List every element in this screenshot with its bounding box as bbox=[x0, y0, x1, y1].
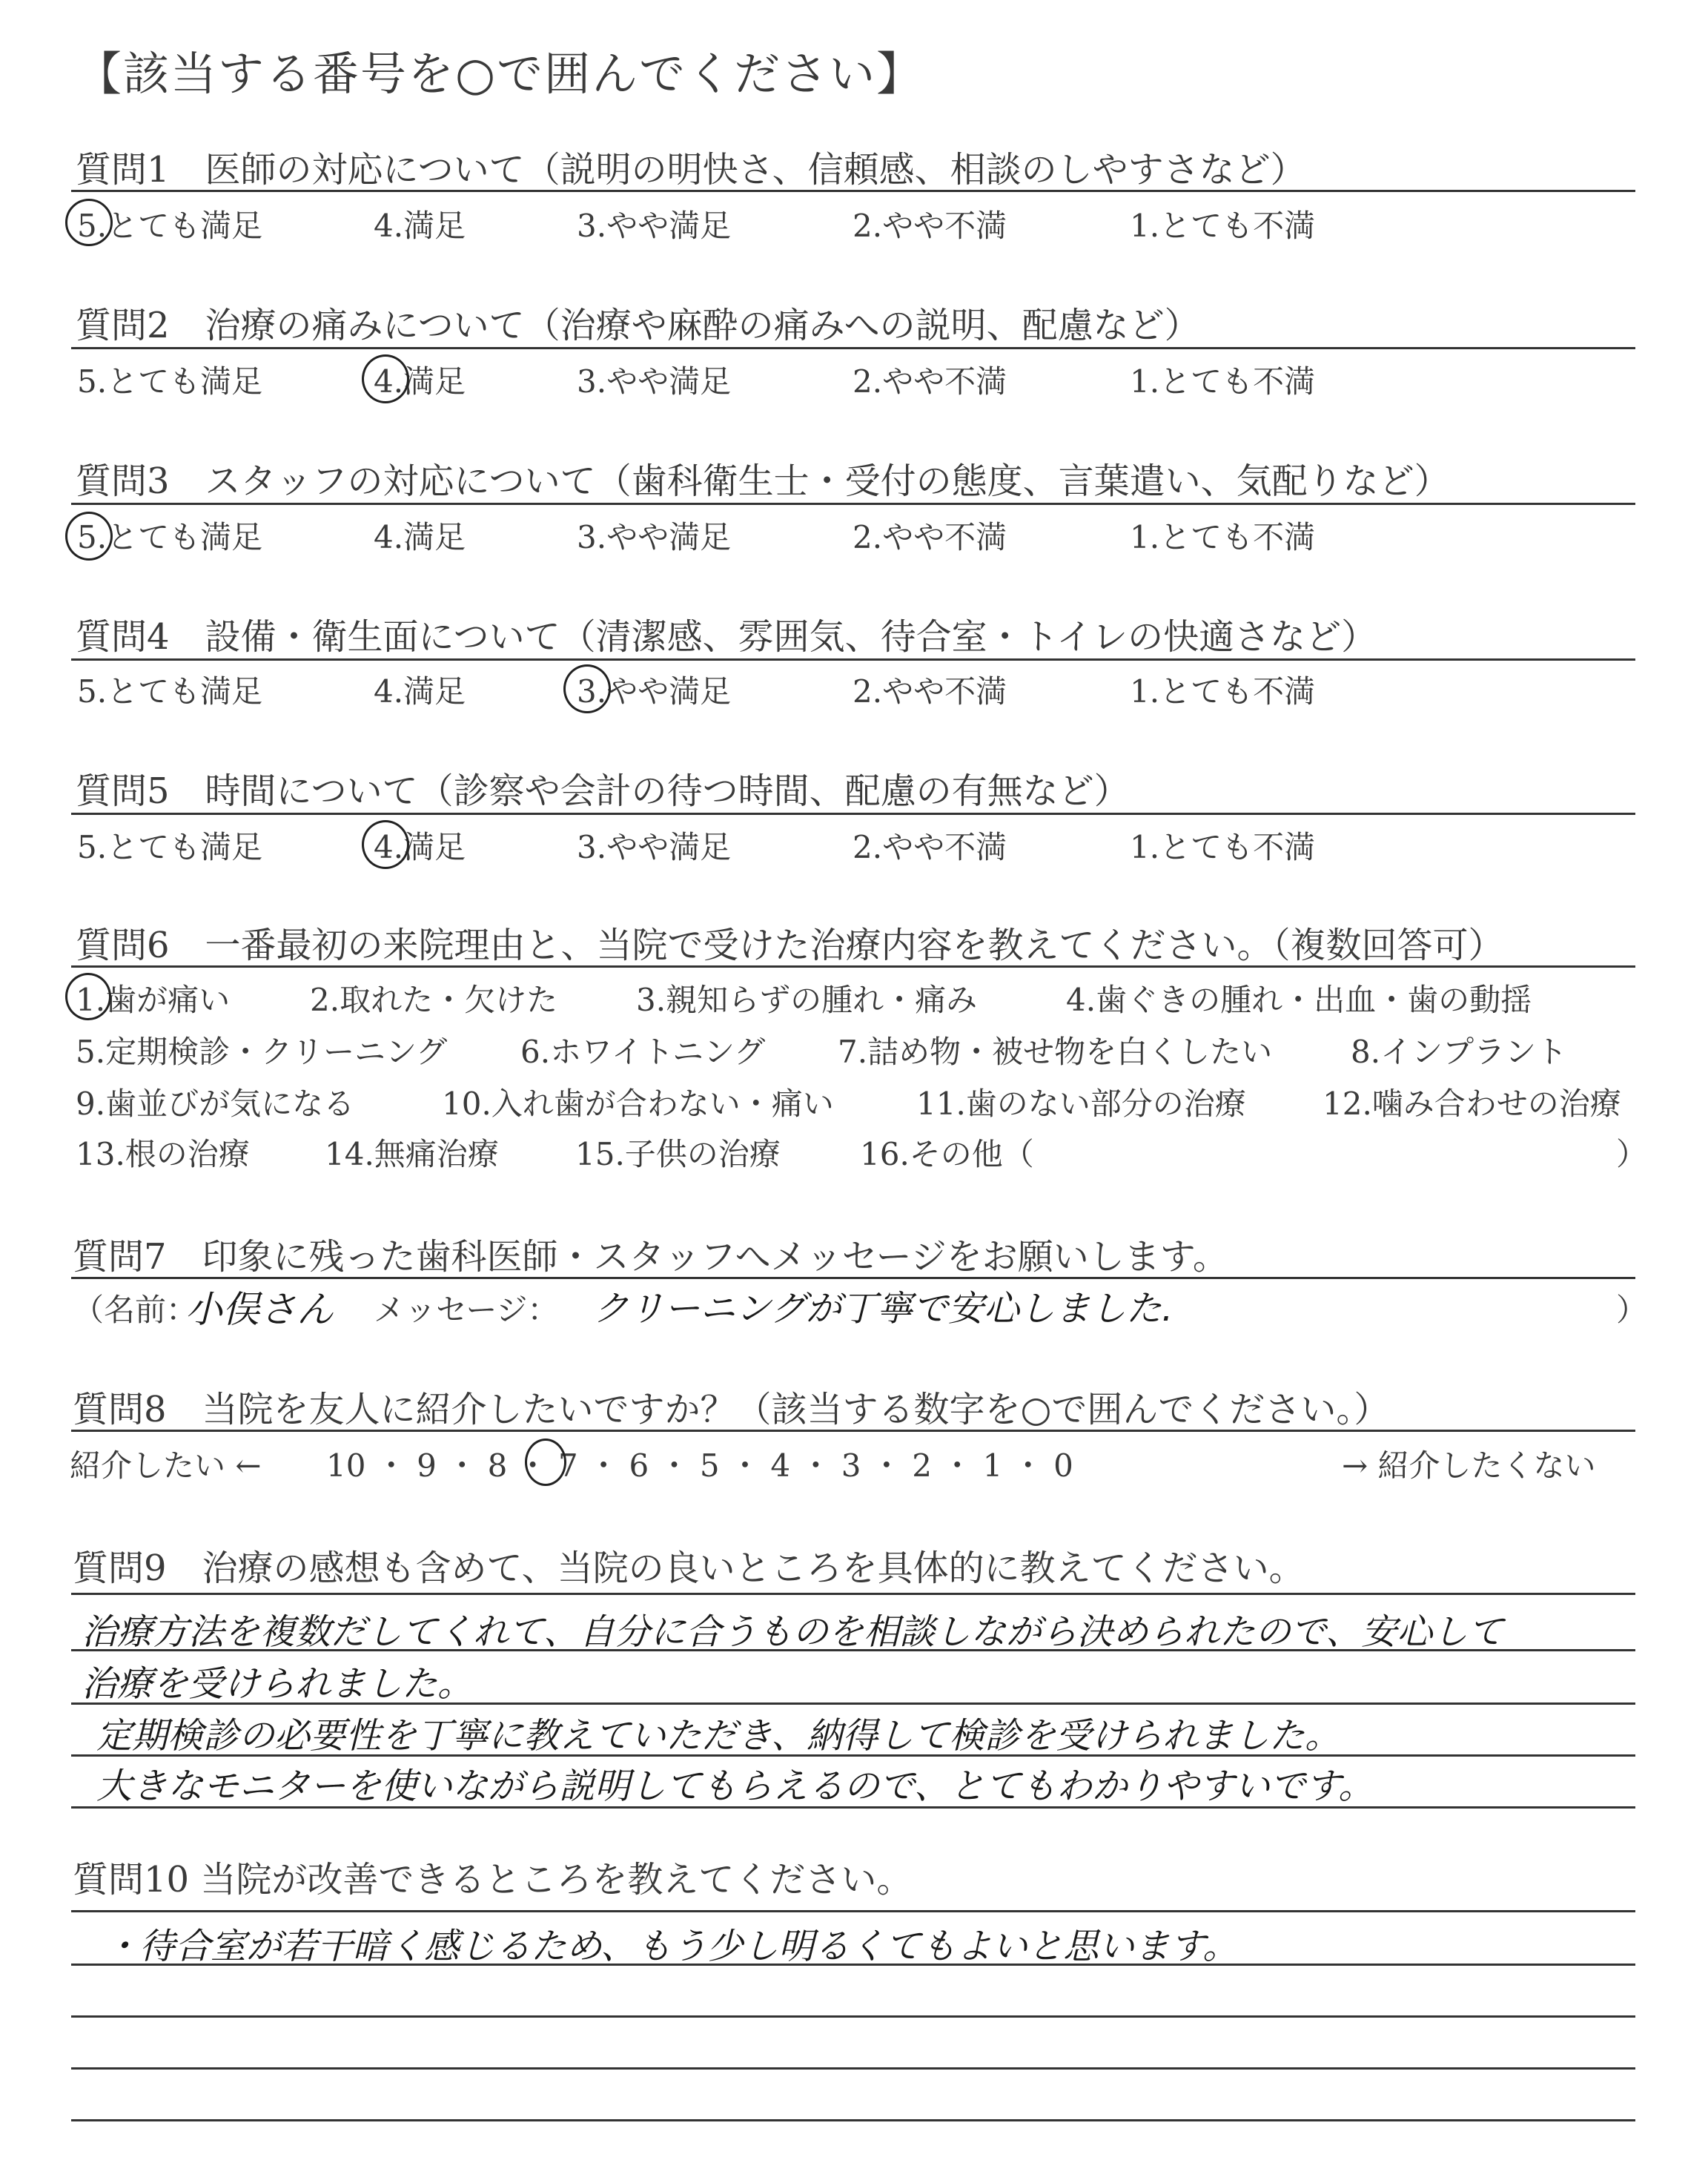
divider bbox=[71, 1277, 1635, 1279]
q1-option-5[interactable]: 5.とても満足 bbox=[77, 208, 263, 244]
scale-6[interactable]: 6 bbox=[629, 1447, 649, 1484]
q1-option-4[interactable]: 4.満足 bbox=[374, 208, 466, 244]
q5-option-3[interactable]: 3.やや満足 bbox=[577, 829, 732, 865]
q3-option-5[interactable]: 5.とても満足 bbox=[77, 519, 263, 555]
selection-circle bbox=[65, 512, 113, 561]
q5-option-4[interactable]: 4.満足 bbox=[374, 829, 466, 865]
divider bbox=[71, 813, 1635, 815]
q6-option-5[interactable]: 5.定期検診・クリーニング bbox=[76, 1034, 448, 1070]
q6-option-2[interactable]: 2.取れた・欠けた bbox=[310, 982, 558, 1018]
recommend-scale bbox=[326, 1441, 1073, 1486]
divider bbox=[71, 1806, 1635, 1809]
q2-option-4[interactable]: 4.満足 bbox=[374, 363, 466, 400]
q3-option-2[interactable]: 2.やや不満 bbox=[853, 519, 1007, 555]
separator: ・ bbox=[1002, 1447, 1054, 1484]
q1-option-2[interactable]: 2.やや不満 bbox=[853, 208, 1007, 244]
question-9: 質問9 治療の感想も含めて、当院の良いところを具体的に教えてください。 bbox=[73, 1548, 1305, 1589]
q5-option-1[interactable]: 1.とても不満 bbox=[1130, 829, 1316, 865]
selection-circle bbox=[65, 973, 111, 1020]
scale-8[interactable]: 8 bbox=[487, 1447, 508, 1484]
divider bbox=[71, 1754, 1635, 1757]
scale-2[interactable]: 2 bbox=[912, 1447, 932, 1484]
scale-3[interactable]: 3 bbox=[841, 1447, 861, 1484]
divider bbox=[71, 1649, 1635, 1651]
q6-option-14[interactable]: 14.無痛治療 bbox=[325, 1136, 499, 1172]
scale-5[interactable]: 5 bbox=[699, 1447, 720, 1484]
separator: ・ bbox=[931, 1447, 983, 1484]
separator: ・ bbox=[577, 1447, 629, 1484]
answer-line: 治療を受けられました。 bbox=[82, 1663, 474, 1705]
q5-option-2[interactable]: 2.やや不満 bbox=[853, 829, 1007, 865]
scale-9[interactable]: 9 bbox=[417, 1447, 437, 1484]
q6-option-11[interactable]: 11.歯のない部分の治療 bbox=[916, 1086, 1246, 1122]
divider bbox=[71, 2119, 1635, 2121]
q6-option-16[interactable]: 16.その他（ bbox=[860, 1136, 1034, 1172]
answer-line: ・待合室が若干暗く感じるため、もう少し明るくてもよいと思います。 bbox=[104, 1926, 1239, 1967]
selection-circle bbox=[362, 354, 409, 403]
selection-circle bbox=[65, 199, 113, 246]
q4-option-4[interactable]: 4.満足 bbox=[374, 673, 466, 710]
divider bbox=[71, 1964, 1635, 1966]
scale-0[interactable]: 0 bbox=[1053, 1447, 1073, 1484]
scale-right-label: → 紹介したくない bbox=[1342, 1447, 1596, 1484]
question-1: 質問1 医師の対応について（説明の明快さ、信頼感、相談のしやすさなど） bbox=[76, 149, 1306, 191]
scale-7[interactable]: 7 bbox=[558, 1447, 578, 1484]
q6-option-15[interactable]: 15.子供の治療 bbox=[575, 1136, 781, 1172]
scale-left-label: 紹介したい ← bbox=[70, 1447, 262, 1484]
separator: ・ bbox=[719, 1447, 771, 1484]
q6-option-3[interactable]: 3.親知らずの腫れ・痛み bbox=[636, 982, 978, 1018]
divider bbox=[71, 2067, 1635, 2070]
q5-option-5[interactable]: 5.とても満足 bbox=[77, 829, 263, 865]
question-3: 質問3 スタッフの対応について（歯科衛生士・受付の態度、言葉遣い、気配りなど） bbox=[76, 460, 1450, 502]
q2-option-1[interactable]: 1.とても不満 bbox=[1130, 363, 1316, 400]
q6-option-12[interactable]: 12.噛み合わせの治療 bbox=[1323, 1086, 1621, 1122]
answer-line: 定期検診の必要性を丁寧に教えていただき、納得して検診を受けられました。 bbox=[96, 1715, 1341, 1757]
q1-option-1[interactable]: 1.とても不満 bbox=[1130, 208, 1316, 244]
name-value[interactable]: 小俣さん bbox=[185, 1288, 334, 1331]
divider bbox=[71, 503, 1635, 505]
q4-option-2[interactable]: 2.やや不満 bbox=[853, 673, 1007, 710]
divider bbox=[71, 347, 1635, 349]
separator: ・ bbox=[436, 1447, 488, 1484]
q6-option-8[interactable]: 8.インプラント bbox=[1351, 1034, 1568, 1070]
q2-option-3[interactable]: 3.やや満足 bbox=[577, 363, 732, 400]
divider bbox=[71, 658, 1635, 661]
divider bbox=[71, 965, 1635, 968]
separator: ・ bbox=[649, 1447, 700, 1484]
selection-circle bbox=[563, 664, 611, 713]
q3-option-4[interactable]: 4.満足 bbox=[374, 519, 466, 555]
divider bbox=[71, 1910, 1635, 1912]
question-2: 質問2 治療の痛みについて（治療や麻酔の痛みへの説明、配慮など） bbox=[76, 305, 1200, 346]
q6-option-7[interactable]: 7.詰め物・被せ物を白くしたい bbox=[838, 1034, 1273, 1070]
selection-circle bbox=[525, 1439, 566, 1486]
q6-option-9[interactable]: 9.歯並びが気になる bbox=[76, 1086, 355, 1122]
name-label: （名前： bbox=[73, 1292, 198, 1328]
message-label: メッセージ： bbox=[374, 1292, 559, 1328]
scale-10[interactable]: 10 bbox=[326, 1447, 366, 1484]
scale-1[interactable]: 1 bbox=[982, 1447, 1003, 1484]
survey-title: 【該当する番号を○で囲んでください】 bbox=[76, 47, 924, 101]
question-6: 質問6 一番最初の来院理由と、当院で受けた治療内容を教えてください。（複数回答可） bbox=[76, 925, 1504, 966]
question-10: 質問10 当院が改善できるところを教えてください。 bbox=[73, 1859, 913, 1900]
separator: ・ bbox=[507, 1447, 559, 1484]
divider bbox=[71, 190, 1635, 192]
q6-option-6[interactable]: 6.ホワイトニング bbox=[520, 1034, 766, 1070]
q2-option-2[interactable]: 2.やや不満 bbox=[853, 363, 1007, 400]
divider bbox=[71, 1702, 1635, 1705]
answer-line: 治療方法を複数だしてくれて、自分に合うものを相談しながら決められたので、安心して bbox=[82, 1611, 1504, 1653]
q4-option-3[interactable]: 3.やや満足 bbox=[577, 673, 732, 710]
question-4: 質問4 設備・衛生面について（清潔感、雰囲気、待合室・トイレの快適さなど） bbox=[76, 616, 1377, 658]
divider bbox=[71, 1430, 1635, 1432]
q4-option-5[interactable]: 5.とても満足 bbox=[77, 673, 263, 710]
question-8: 質問8 当院を友人に紹介したいですか？（該当する数字を○で囲んでください。） bbox=[73, 1389, 1390, 1430]
selection-circle bbox=[362, 820, 409, 869]
q3-option-3[interactable]: 3.やや満足 bbox=[577, 519, 732, 555]
q6-other-close-paren: ） bbox=[1616, 1136, 1648, 1172]
q1-option-3[interactable]: 3.やや満足 bbox=[577, 208, 732, 244]
q6-option-10[interactable]: 10.入れ歯が合わない・痛い bbox=[442, 1086, 834, 1122]
question-7: 質問7 印象に残った歯科医師・スタッフへメッセージをお願いします。 bbox=[73, 1236, 1228, 1278]
q4-option-1[interactable]: 1.とても不満 bbox=[1130, 673, 1316, 710]
q6-option-13[interactable]: 13.根の治療 bbox=[76, 1136, 250, 1172]
separator: ・ bbox=[861, 1447, 913, 1484]
divider bbox=[71, 1593, 1635, 1595]
separator: ・ bbox=[365, 1447, 417, 1484]
q6-option-4[interactable]: 4.歯ぐきの腫れ・出血・歯の動揺 bbox=[1066, 982, 1532, 1018]
q2-option-5[interactable]: 5.とても満足 bbox=[77, 363, 263, 400]
question-5: 質問5 時間について（診察や会計の待つ時間、配慮の有無など） bbox=[76, 770, 1130, 812]
q7-close-paren: ） bbox=[1616, 1292, 1648, 1328]
q3-option-1[interactable]: 1.とても不満 bbox=[1130, 519, 1316, 555]
separator: ・ bbox=[790, 1447, 841, 1484]
divider bbox=[71, 2015, 1635, 2018]
answer-line: 大きなモニターを使いながら説明してもらえるので、とてもわかりやすいです。 bbox=[96, 1766, 1374, 1807]
message-value[interactable]: クリーニングが丁寧で安心しました. bbox=[593, 1288, 1174, 1330]
q6-option-1[interactable]: 1.歯が痛い bbox=[76, 982, 231, 1018]
scale-4[interactable]: 4 bbox=[770, 1447, 791, 1484]
